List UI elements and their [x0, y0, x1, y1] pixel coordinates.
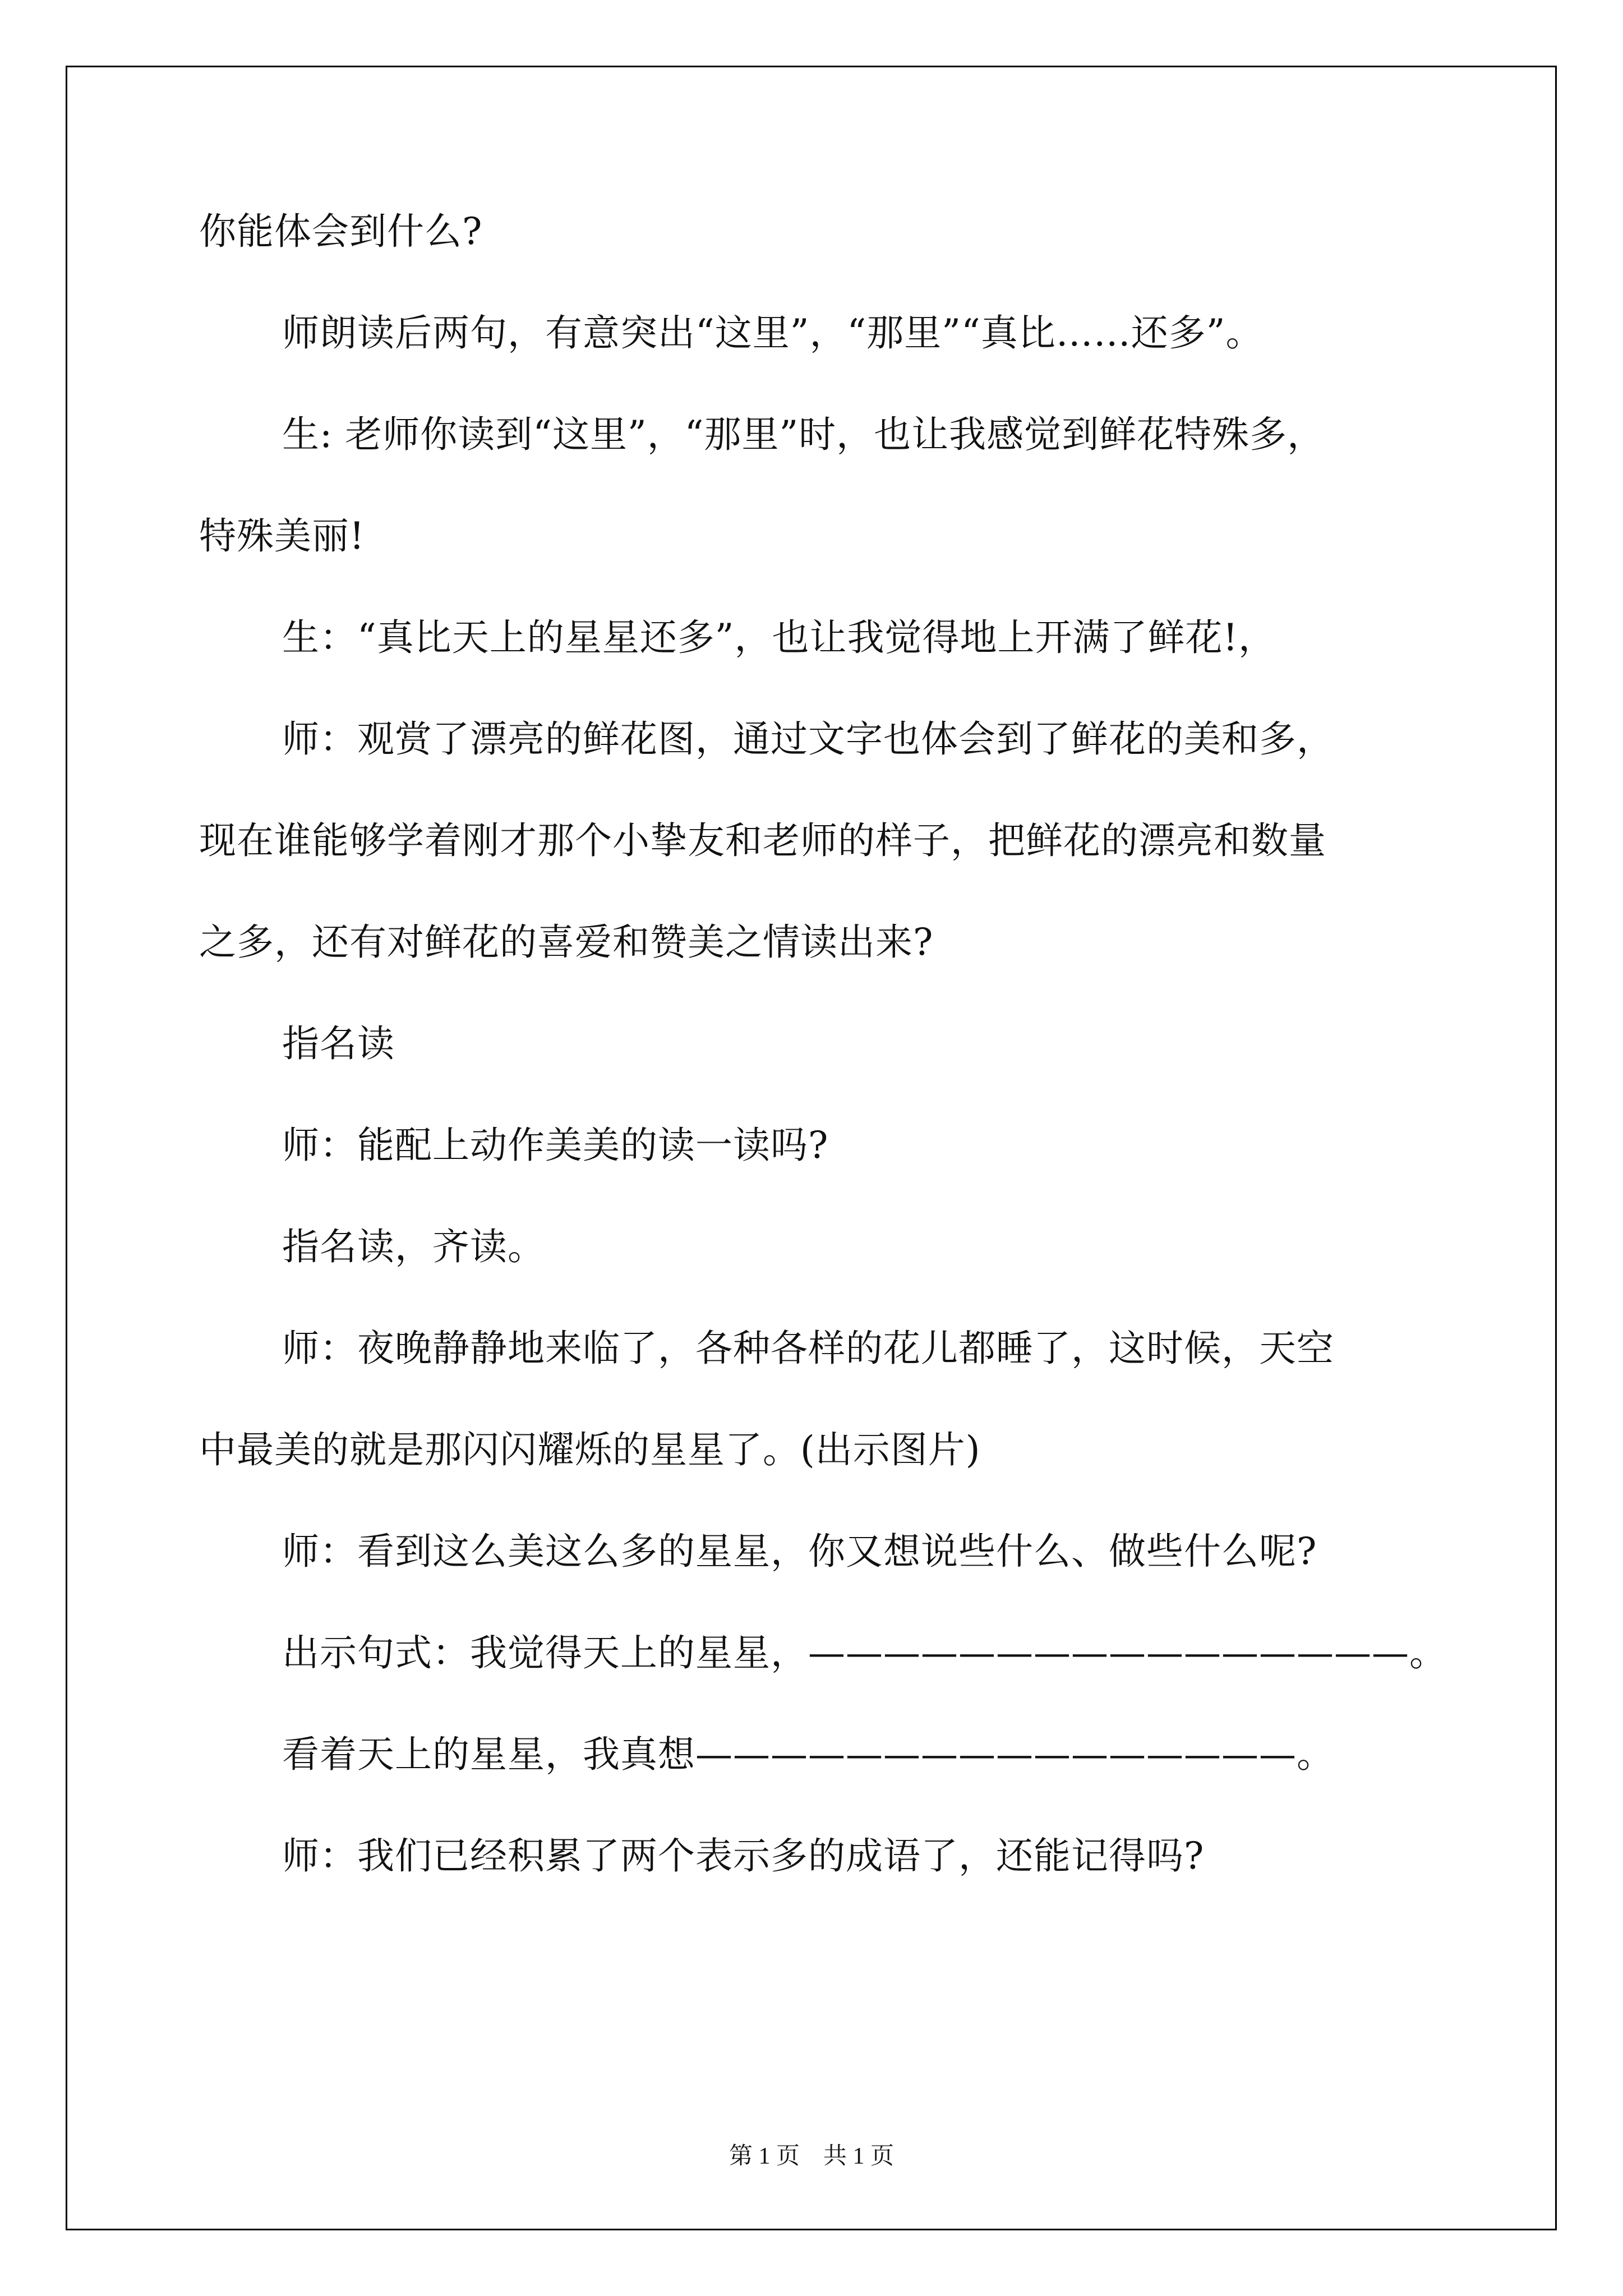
- text-line: 你能体会到什么?: [199, 210, 483, 253]
- text-line: 师朗读后两句，有意突出“这里”，“那里”“真比……还多”。: [282, 311, 1264, 355]
- page-number-footer: 第 1 页 共 1 页: [728, 2143, 894, 2169]
- text-line: 中最美的就是那闪闪耀烁的星星了。(出示图片): [199, 1428, 981, 1471]
- text-line: 师：夜晚静静地来临了，各种各样的花儿都睡了，这时候，天空: [282, 1327, 1334, 1370]
- text-line: 看着天上的星星，我真想————————————————。: [282, 1733, 1334, 1776]
- text-line: 出示句式：我觉得天上的星星，————————————————。: [282, 1631, 1447, 1674]
- text-line: 生: 老师你读到“这里”，“那里”时，也让我感觉到鲜花特殊多，: [282, 413, 1325, 456]
- text-line: 师：我们已经积累了两个表示多的成语了，还能记得吗?: [282, 1834, 1205, 1878]
- text-line: 特殊美丽!: [199, 514, 365, 558]
- text-line: 师：看到这么美这么多的星星，你又想说些什么、做些什么呢?: [282, 1530, 1317, 1573]
- text-line: 师：观赏了漂亮的鲜花图，通过文字也体会到了鲜花的美和多，: [282, 717, 1334, 761]
- text-line: 之多，还有对鲜花的喜爱和赞美之情读出来?: [199, 921, 934, 964]
- text-line: 生：“真比天上的星星还多”，也让我觉得地上开满了鲜花!，: [282, 616, 1276, 659]
- text-line: 师：能配上动作美美的读一读吗?: [282, 1124, 829, 1167]
- text-line: 现在谁能够学着刚才那个小挚友和老师的样子，把鲜花的漂亮和数量: [199, 819, 1326, 862]
- text-line: 指名读，齐读。: [282, 1225, 545, 1268]
- text-line: 指名读: [282, 1022, 395, 1065]
